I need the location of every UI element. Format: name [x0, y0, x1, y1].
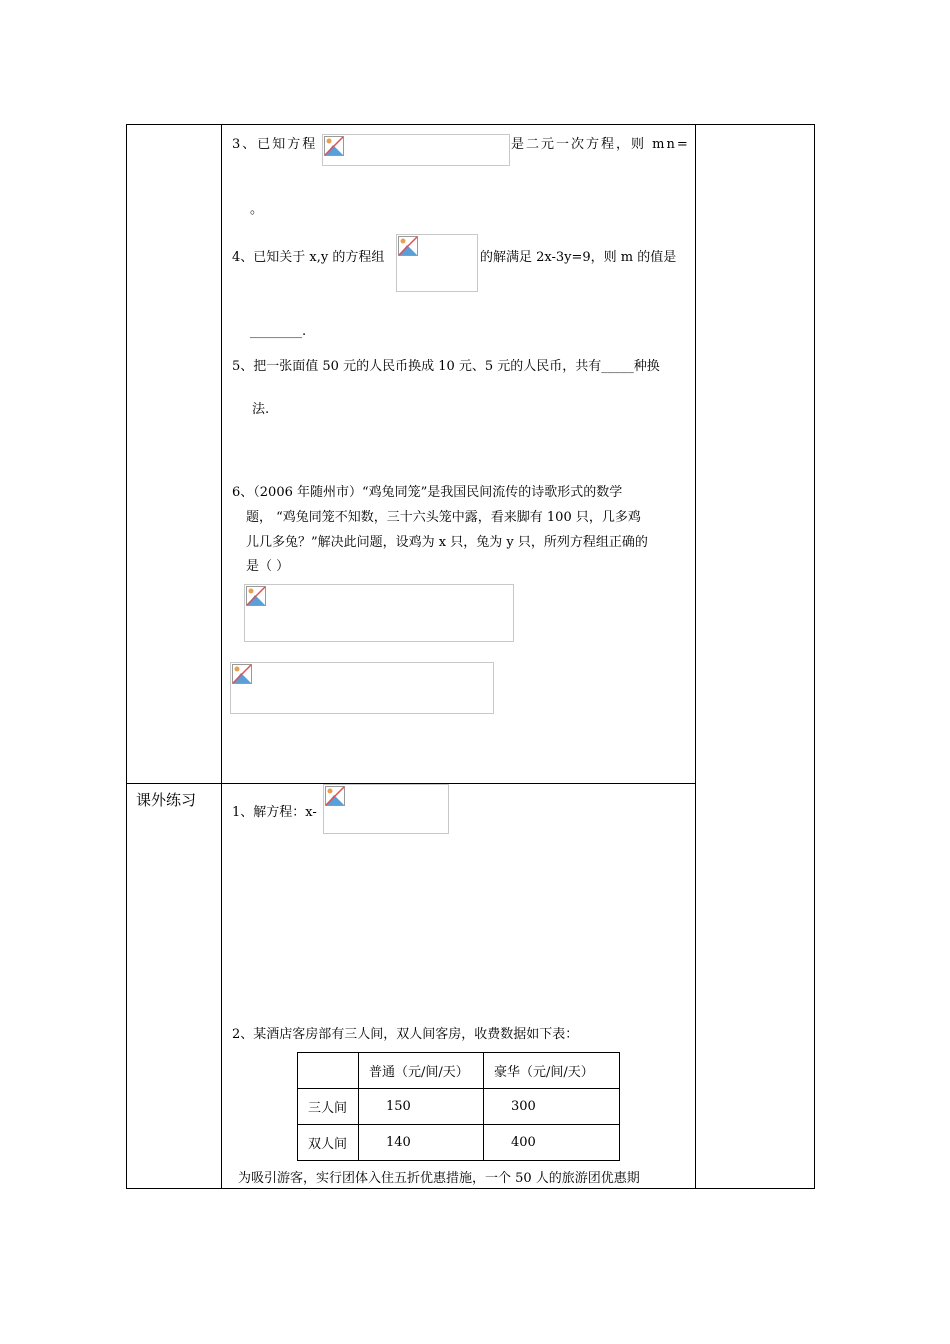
column-divider-2: [695, 124, 696, 1189]
row-label-extracurricular: 课外练习: [136, 791, 197, 809]
q3-equation-image: [322, 134, 510, 166]
table-cell: 双人间: [298, 1125, 359, 1161]
table-header-row: [298, 1053, 620, 1089]
q4-text-before: 4、已知关于 x,y 的方程组: [232, 250, 385, 265]
table-cell: 300: [484, 1089, 620, 1125]
table-row: [298, 1125, 620, 1161]
table-header-cell: [298, 1053, 359, 1089]
q4-blank: ________.: [250, 324, 307, 339]
q6-option-image-2: [230, 662, 494, 714]
table-header-cell: 普通（元/间/天）: [359, 1053, 484, 1089]
q5-line1: 5、把一张面值 50 元的人民币换成 10 元、5 元的人民币，共有_____种换: [232, 359, 660, 374]
broken-image-icon: [325, 786, 345, 806]
outer-table-top-border: [126, 124, 815, 125]
broken-image-icon: [232, 664, 252, 684]
q3-tail: 。: [250, 202, 264, 217]
q6-line2: 题， “鸡兔同笼不知数，三十六头笼中露，看来脚有 100 只，几多鸡: [246, 510, 641, 525]
exercise2-text: 2、某酒店客房部有三人间，双人间客房，收费数据如下表：: [232, 1027, 579, 1042]
broken-image-icon: [398, 236, 418, 256]
exercise1-equation-image: [323, 784, 449, 834]
room-price-table: [297, 1052, 620, 1161]
q6-line1: 6、（2006 年随州市）“鸡兔同笼”是我国民间流传的诗歌形式的数学: [232, 485, 623, 500]
table-cell: 150: [359, 1089, 484, 1125]
broken-image-icon: [246, 586, 266, 606]
outer-table-bottom-border: [126, 1188, 815, 1189]
table-cell: 三人间: [298, 1089, 359, 1125]
broken-image-icon: [324, 136, 344, 156]
q3-text-before: 3、已知方程: [232, 137, 318, 152]
q6-line3: 儿几多兔？”解决此问题，设鸡为 x 只，兔为 y 只，所列方程组正确的: [246, 535, 648, 550]
q3-text-after: 是二元一次方程，则 mn=: [511, 137, 690, 152]
table-cell: 400: [484, 1125, 620, 1161]
q6-option-image-1: [244, 584, 514, 642]
outer-table-right-border: [814, 124, 815, 1189]
exercise2-continuation: 为吸引游客，实行团体入住五折优惠措施，一个 50 人的旅游团优惠期: [238, 1171, 640, 1186]
q5-line2: 法.: [252, 402, 270, 417]
table-cell: 140: [359, 1125, 484, 1161]
table-row: [298, 1089, 620, 1125]
outer-table-left-border: [126, 124, 127, 1189]
table-header-cell: 豪华（元/间/天）: [484, 1053, 620, 1089]
q4-system-image: [396, 234, 478, 292]
column-divider-1: [221, 124, 222, 1189]
exercise1-text: 1、解方程：x-: [232, 805, 317, 820]
q4-text-after: 的解满足 2x-3y=9，则 m 的值是: [480, 250, 677, 265]
q6-line4: 是（ ）: [246, 559, 290, 574]
